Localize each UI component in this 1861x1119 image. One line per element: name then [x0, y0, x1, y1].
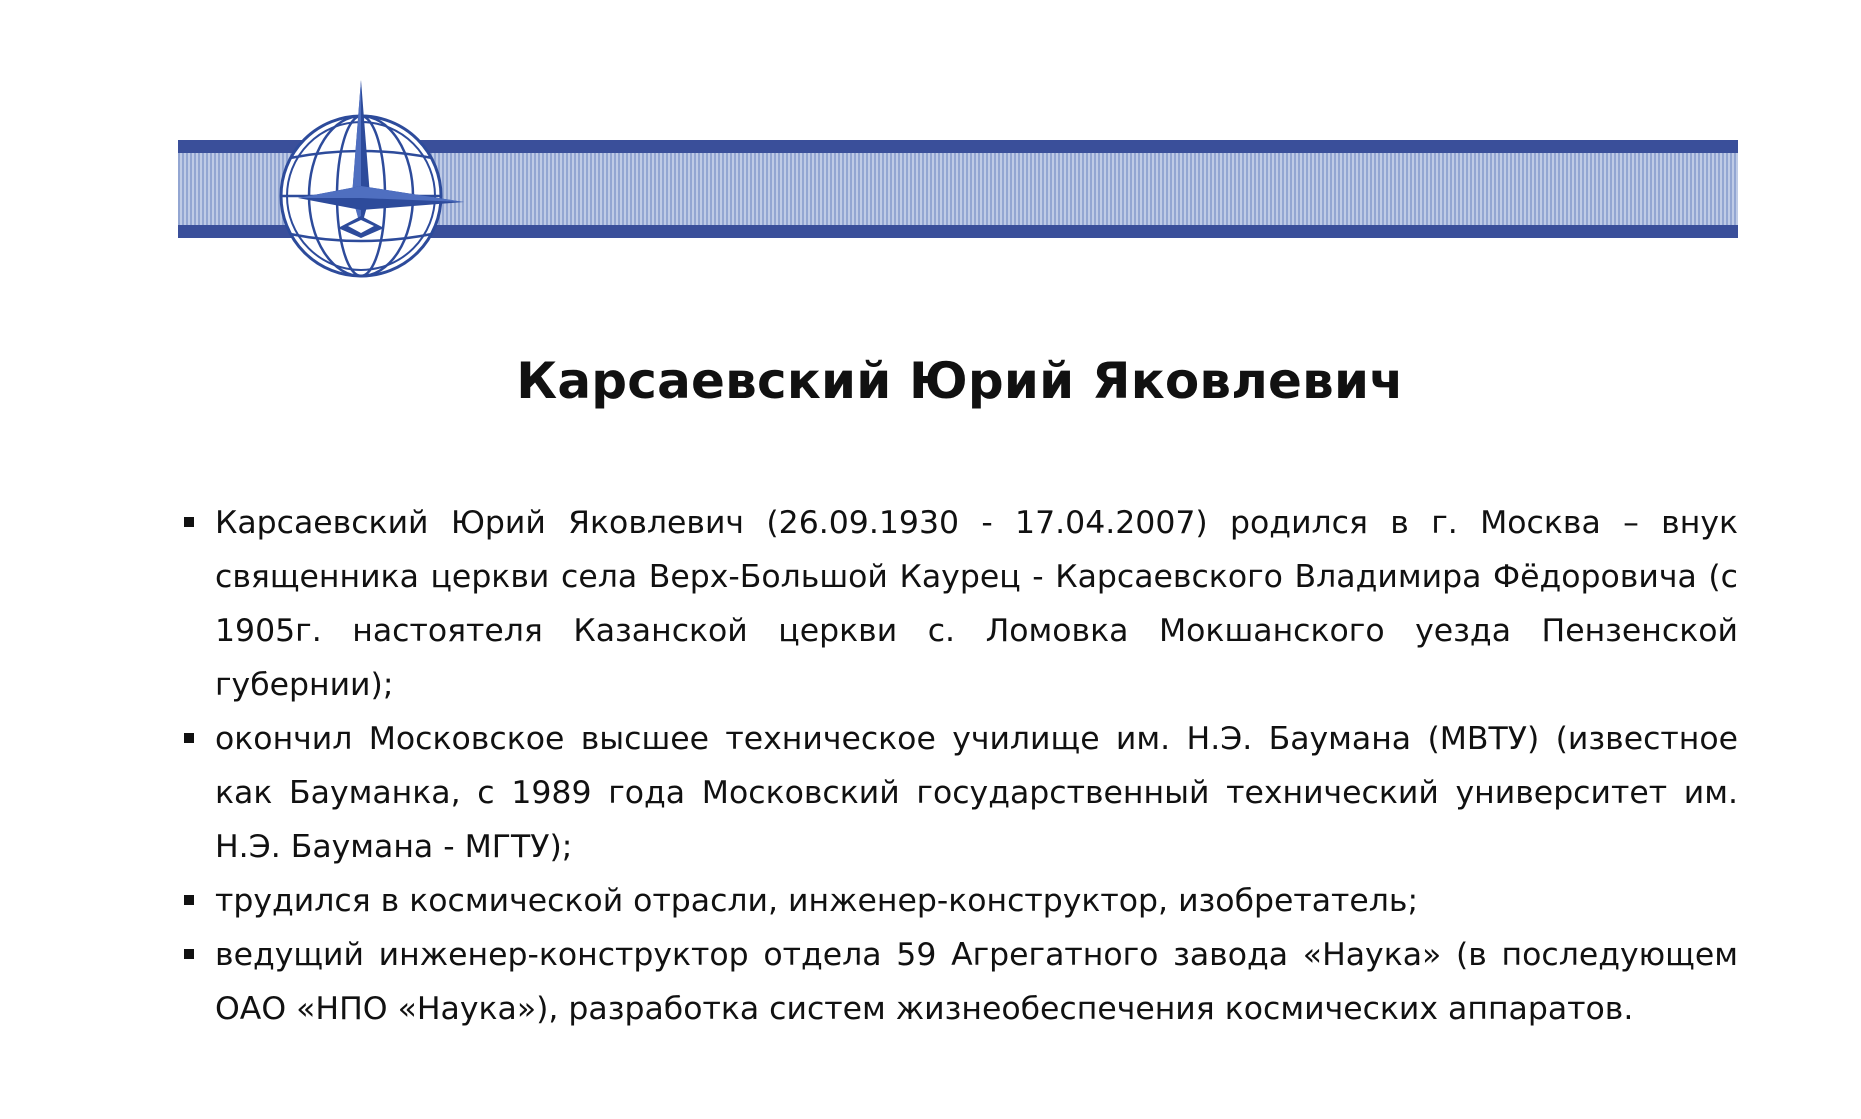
bio-list — [178, 496, 1738, 1036]
globe-compass-star-logo-icon — [268, 78, 488, 283]
list-item — [178, 712, 1738, 874]
square-bullet-icon — [184, 733, 194, 743]
square-bullet-icon — [184, 895, 194, 905]
list-item-text: трудился в космической отрасли, инженер-конструктор, изобретатель; — [215, 883, 1419, 919]
square-bullet-icon — [184, 517, 194, 527]
square-bullet-icon — [184, 949, 194, 959]
list-item-text: окончил Московское высшее техническое училище им. Н.Э. Баумана (МВТУ) (известное как Бауманка, с 1989 года Московский государственный технический университет им. Н.Э. Баумана - МГТУ); — [215, 721, 1738, 865]
list-item-text: ведущий инженер-конструктор отдела 59 Агрегатного завода «Наука» (в последующем ОАО «НПО «Наука»), разработка систем жизнеобеспечения космических аппаратов. — [215, 937, 1738, 1027]
list-item-text: Карсаевский Юрий Яковлевич (26.09.1930 - 17.04.2007) родился в г. Москва – внук священника церкви села Верх-Большой Каурец - Карсаевского Владимира Фёдоровича (с 1905г. настоятеля Казанской церкви с. Ломовка Мокшанского уезда Пензенской губернии); — [215, 505, 1738, 703]
list-item — [178, 496, 1738, 712]
list-item — [178, 874, 1738, 928]
page-title: Карсаевский Юрий Яковлевич — [516, 352, 1404, 410]
list-item — [178, 928, 1738, 1036]
